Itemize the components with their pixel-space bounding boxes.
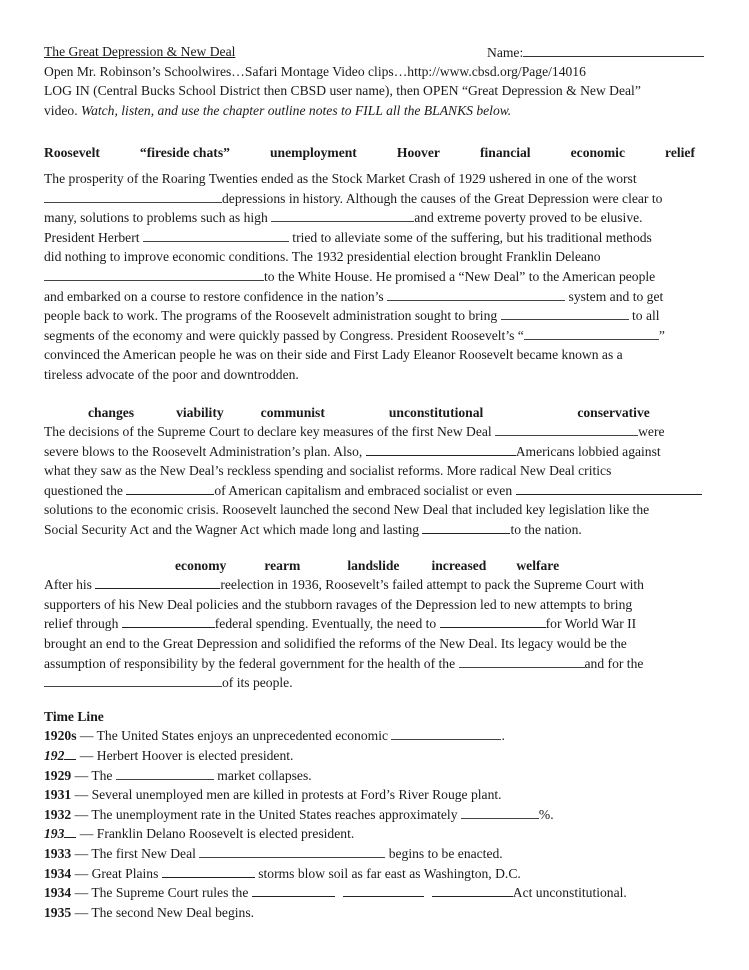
text-segment: Americans lobbied against	[515, 443, 661, 459]
timeline-text: — The first New Deal	[71, 845, 200, 861]
text-segment: severe blows to the Roosevelt Administration’s plan. Also,	[44, 443, 366, 459]
timeline-text: storms blow soil as far east as Washington, D.C.	[254, 865, 521, 881]
instruction-italic-text: Watch, listen, and use the chapter outline notes to FILL all the BLANKS below.	[81, 102, 512, 118]
fill-blank[interactable]	[524, 326, 659, 340]
timeline-year: 1934	[44, 865, 72, 881]
fill-blank[interactable]	[459, 654, 585, 668]
text-line	[44, 614, 709, 634]
text-line	[44, 189, 709, 209]
word-bank-2	[44, 403, 709, 423]
fill-blank[interactable]	[64, 746, 76, 760]
word-bank-item: unemployment	[269, 145, 357, 161]
text-line	[44, 228, 709, 248]
text-segment: tried to alleviate some of the suffering, but his traditional methods	[288, 229, 652, 245]
word-bank-item: Roosevelt	[44, 145, 100, 161]
timeline-entry	[44, 883, 709, 903]
text-segment: The decisions of the Supreme Court to declare key measures of the first New Deal	[44, 424, 496, 440]
worksheet-page	[44, 42, 709, 922]
timeline-text: market collapses.	[213, 767, 312, 783]
text-segment: to the White House. He promised a “New Deal” to the American people	[264, 268, 656, 284]
fill-blank[interactable]	[516, 481, 702, 495]
timeline-text: %.	[538, 806, 554, 822]
fill-blank[interactable]	[64, 824, 76, 838]
fill-blank[interactable]	[143, 228, 289, 242]
text-line	[44, 267, 709, 287]
text-segment: people back to work. The programs of the Roosevelt administration sought to bring	[44, 308, 501, 324]
fill-blank[interactable]	[432, 883, 513, 897]
timeline-entry	[44, 844, 709, 864]
timeline-entry	[44, 903, 709, 923]
text-line: supporters of his New Deal policies and the stubborn ravages of the Depression led to new attempts to bring	[44, 596, 633, 612]
timeline-text: .	[501, 728, 505, 744]
word-bank-1	[44, 143, 695, 163]
timeline-text: — The United States enjoys an unprecedented economic	[76, 728, 392, 744]
timeline-text: — Franklin Delano Roosevelt is elected president.	[76, 826, 355, 842]
text-segment: for World War II	[545, 616, 637, 632]
fill-blank[interactable]	[126, 481, 214, 495]
fill-blank[interactable]	[252, 883, 335, 897]
instruction-line-2: LOG IN (Central Bucks School District then CBSD user name), then OPEN “Great Depression & New Deal”	[44, 83, 641, 99]
fill-blank[interactable]	[440, 614, 546, 628]
timeline-entry	[44, 766, 709, 786]
timeline-year: 192	[44, 748, 65, 763]
word-bank-item: viability	[176, 404, 224, 420]
word-bank-item: landslide	[347, 557, 400, 573]
worksheet-title: The Great Depression & New Deal	[44, 44, 236, 59]
fill-blank[interactable]	[461, 805, 539, 819]
timeline-entry	[44, 864, 709, 884]
text-segment: system and to get	[565, 288, 664, 304]
timeline-year: 1929	[44, 767, 72, 783]
text-segment: of American capitalism and embraced socialist or even	[214, 482, 516, 498]
fill-blank[interactable]	[422, 520, 510, 534]
text-segment: ”	[658, 327, 665, 343]
word-bank-item: communist	[260, 404, 325, 420]
timeline-text: — The	[71, 767, 116, 783]
timeline-entry	[44, 746, 709, 766]
text-line: what they saw as the New Deal’s reckless spending and socialist reforms. More radical New Deal critics	[44, 463, 612, 479]
fill-blank[interactable]	[122, 614, 215, 628]
text-segment: federal spending. Eventually, the need to	[214, 616, 440, 632]
text-line: solutions to the economic crisis. Roosevelt launched the second New Deal that included key legislation like the	[44, 502, 650, 518]
text-segment: of its people.	[222, 675, 293, 691]
text-line	[44, 422, 709, 442]
text-segment: and extreme poverty proved to be elusive.	[414, 210, 643, 226]
text-segment: relief through	[44, 616, 122, 632]
fill-blank[interactable]	[271, 208, 414, 222]
text-segment: were	[638, 424, 665, 440]
text-segment: many, solutions to problems such as high	[44, 210, 272, 226]
word-bank-item: welfare	[516, 557, 560, 573]
text-segment: After his	[44, 577, 96, 593]
name-label: Name:	[487, 45, 524, 60]
fill-blank[interactable]	[495, 422, 638, 436]
fill-blank[interactable]	[44, 673, 222, 687]
paragraph-2	[44, 422, 709, 540]
text-line	[44, 654, 709, 674]
word-bank-item: financial	[479, 145, 531, 161]
timeline-year: 193	[44, 826, 65, 842]
fill-blank[interactable]	[44, 267, 264, 281]
text-segment: President Herbert	[44, 229, 143, 245]
fill-blank[interactable]	[44, 189, 222, 203]
text-line	[44, 326, 709, 346]
timeline-section	[44, 707, 709, 923]
fill-blank[interactable]	[343, 883, 424, 897]
timeline-text: — Herbert Hoover is elected president.	[76, 748, 294, 763]
header-row	[44, 42, 709, 62]
instruction-line-1: Open Mr. Robinson’s Schoolwires…Safari Montage Video clips…http://www.cbsd.org/Page/14016	[44, 63, 586, 79]
text-segment: assumption of responsibility by the federal government for the health of the	[44, 655, 459, 671]
fill-blank[interactable]	[116, 766, 214, 780]
text-line: tireless advocate of the poor and downtrodden.	[44, 366, 299, 382]
text-line	[44, 520, 709, 540]
timeline-entry	[44, 726, 709, 746]
text-segment: questioned the	[44, 482, 127, 498]
text-segment: to the nation.	[510, 522, 582, 538]
timeline-text: — The Supreme Court rules the	[71, 885, 252, 901]
timeline-entry	[44, 824, 709, 844]
word-bank-item: conservative	[577, 404, 650, 420]
timeline-text: Act unconstitutional.	[512, 885, 627, 901]
paragraph-1	[44, 169, 709, 385]
text-segment: to all	[628, 308, 660, 324]
timeline-year: 1931	[44, 787, 72, 803]
timeline-year: 1934	[44, 885, 72, 901]
text-line	[44, 306, 709, 326]
text-line	[44, 575, 709, 595]
text-segment: and embarked on a course to restore confidence in the nation’s	[44, 288, 388, 304]
timeline-entry	[44, 785, 709, 805]
text-segment: depressions in history. Although the causes of the Great Depression were clear to	[222, 190, 663, 206]
word-bank-item: economy	[175, 557, 227, 573]
text-line	[44, 442, 709, 462]
fill-blank[interactable]	[162, 864, 255, 878]
fill-blank[interactable]	[95, 575, 220, 589]
word-bank-item: Hoover	[396, 145, 440, 161]
word-bank-item: changes	[88, 404, 135, 420]
timeline-year: 1932	[44, 806, 72, 822]
fill-blank[interactable]	[387, 287, 565, 301]
word-bank-item: rearm	[264, 557, 301, 573]
text-line: did nothing to improve economic conditions. The 1932 presidential election brought Franklin Deleano	[44, 249, 601, 265]
paragraph-3	[44, 575, 709, 693]
timeline-text: begins to be enacted.	[385, 845, 503, 861]
text-segment: and for the	[584, 655, 644, 671]
word-bank-item: relief	[665, 145, 695, 161]
text-line: The prosperity of the Roaring Twenties ended as the Stock Market Crash of 1929 ushered in one of the worst	[44, 170, 637, 186]
timeline-text: — Great Plains	[71, 865, 162, 881]
fill-blank[interactable]	[501, 306, 629, 320]
timeline-year: 1920s	[44, 728, 77, 744]
name-field-group	[487, 42, 709, 62]
timeline-entry	[44, 805, 709, 825]
timeline-text: — The unemployment rate in the United States reaches approximately	[71, 806, 461, 822]
timeline-text: — The second New Deal begins.	[71, 904, 255, 920]
text-segment: Social Security Act and the Wagner Act which made long and lasting	[44, 522, 423, 538]
word-bank-item: economic	[570, 145, 625, 161]
fill-blank[interactable]	[366, 442, 516, 456]
text-line	[44, 481, 709, 501]
text-segment: segments of the economy and were quickly passed by Congress. President Roosevelt’s “	[44, 327, 524, 343]
instruction-line-3	[44, 101, 709, 121]
text-line	[44, 208, 709, 228]
word-bank-item: increased	[431, 557, 487, 573]
timeline-year: 1933	[44, 845, 72, 861]
text-line	[44, 287, 709, 307]
timeline-year: 1935	[44, 904, 72, 920]
text-line	[44, 673, 709, 693]
timeline-text: — Several unemployed men are killed in protests at Ford’s River Rouge plant.	[71, 787, 502, 803]
name-blank[interactable]	[523, 42, 704, 57]
text-line: brought an end to the Great Depression and solidified the reforms of the New Deal. Its legacy would be the	[44, 636, 627, 652]
word-bank-3	[44, 556, 709, 576]
fill-blank[interactable]	[199, 844, 385, 858]
word-bank-item: unconstitutional	[388, 404, 484, 420]
text-line: convinced the American people he was on their side and First Lady Eleanor Roosevelt became known as a	[44, 347, 623, 363]
fill-blank[interactable]	[391, 726, 501, 740]
text-segment: reelection in 1936, Roosevelt’s failed attempt to pack the Supreme Court with	[220, 577, 644, 593]
instruction-video-text: video.	[44, 102, 81, 118]
timeline-heading: Time Line	[44, 708, 104, 724]
word-bank-item: “fireside chats”	[139, 145, 230, 161]
